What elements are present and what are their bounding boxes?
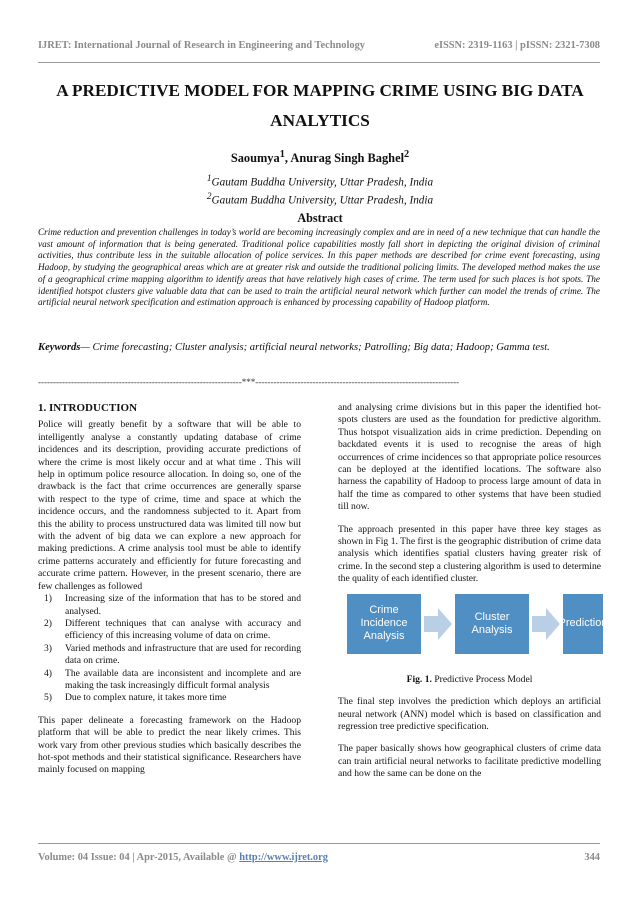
author-2: Anurag Singh Baghel xyxy=(290,151,405,166)
box-1-line-2: Incidence xyxy=(360,617,408,630)
list-item xyxy=(38,593,301,618)
list-text: Varied methods and infrastructure that are used for recording data on crime. xyxy=(65,642,301,667)
list-item xyxy=(38,668,301,693)
intro-paragraph-1: Police will greatly benefit by a software that will be able to intelligently analyse a constantly updating database of crime incidences and its description, providing accurate predictions of where the crime is most likely occur and at what time . This will help in optimum police resource allocation. In doing so, one of the drawback is the fact that crime occurrences are generally sparse with respect to the type of crime, time and space at which the incidence occurs, and the randomness subjected to it. Apart from this the ability to process unstructured data was limited till now but with the advent of big data we can explore a new approach for making predictions. A crime analysis tool must be able to identify crime patterns accurately and efficiently for future forecasting and accurate crime pattern. However, in the present scenario, there are few challenges as followed xyxy=(38,419,301,592)
box-1-line-1: Crime xyxy=(369,604,399,617)
footer-volume-text: Volume: 04 Issue: 04 | Apr-2015, Available @ xyxy=(38,852,240,863)
figure-caption-text: Predictive Process Model xyxy=(431,673,533,685)
affiliation-2 xyxy=(40,190,600,208)
journal-link[interactable]: http://www.ijret.org xyxy=(239,852,328,863)
footer-rule xyxy=(38,843,600,844)
list-number: 5) xyxy=(44,692,52,704)
author-1-sup: 1 xyxy=(279,149,285,160)
running-footer xyxy=(38,852,600,863)
abstract-heading: Abstract xyxy=(297,211,343,225)
spacer xyxy=(38,705,301,715)
list-item xyxy=(38,618,301,643)
journal-name: IJRET: International Journal of Research in Engineering and Technology xyxy=(38,40,365,51)
right-paragraph-2: The approach presented in this paper have three key stages as shown in Fig 1. The first is the geographic distribution of crime data analysis which identifies spatial clusters having greater risk of crime. In the second step a clustering algorithm is used to determine the quality of each identified cluster. xyxy=(338,523,601,585)
section-divider: --------------------------------------------------------------------***-------------------------------------------------------------------- xyxy=(38,377,460,387)
list-number: 3) xyxy=(44,642,52,654)
arrow-right-icon xyxy=(424,608,452,640)
affiliation-1-text: Gautam Buddha University, Uttar Pradesh, India xyxy=(211,176,434,189)
author-1: Saoumya xyxy=(230,151,280,166)
figure-1-diagram xyxy=(338,592,608,674)
affiliation-1-sup: 1 xyxy=(206,174,212,184)
issn: eISSN: 2319-1163 | pISSN: 2321-7308 xyxy=(434,40,600,51)
list-number: 4) xyxy=(44,667,52,679)
authors xyxy=(40,149,600,166)
list-number: 1) xyxy=(44,593,52,605)
left-column xyxy=(38,402,301,777)
keywords-label: Keywords xyxy=(38,342,81,353)
box-3-line-1: Prediction xyxy=(558,617,608,630)
cluster-analysis-box xyxy=(455,594,529,654)
list-number: 2) xyxy=(44,617,52,629)
keywords xyxy=(38,337,600,358)
spacer xyxy=(338,514,601,524)
affiliations xyxy=(40,172,600,207)
figure-caption-label: Fig. 1. xyxy=(406,673,432,685)
affiliation-2-sup: 2 xyxy=(206,191,212,202)
right-paragraph-3: The final step involves the prediction which deploys an artificial neural network (ANN) model which is based on classification and regression tree predictive specification. xyxy=(338,696,601,732)
paper-title: A PREDICTIVE MODEL FOR MAPPING CRIME USING BIG DATA ANALYTICS xyxy=(56,81,584,130)
affiliation-1 xyxy=(40,172,600,190)
list-text: Due to complex nature, it takes more time xyxy=(65,692,227,704)
spacer xyxy=(338,733,601,743)
list-text: The available data are inconsistent and incomplete and are making the task increasingly difficult formal analysis xyxy=(65,667,301,691)
list-item xyxy=(38,643,301,668)
intro-paragraph-2: This paper delineate a forecasting framework on the Hadoop platform that will be able to predict the near likely crimes. This work vary from other previous studies which basically describes the hot-spot methods and their statistical significance. Researchers have mainly focused on mapping xyxy=(38,714,301,776)
prediction-box xyxy=(558,594,608,654)
right-paragraph-4: The paper basically shows how geographical clusters of crime data can train artificial neural networks to facilitate predictive modelling and how the same can be done on the xyxy=(338,743,601,780)
right-column xyxy=(338,402,608,781)
section-heading-introduction: 1. INTRODUCTION xyxy=(38,402,138,414)
list-text: Different techniques that can analyse with accuracy and efficiency of this increasing volume of data on crime. xyxy=(65,617,301,642)
right-paragraph-1: and analysing crime divisions but in this paper the identified hot-spots clusters are used as the foundation for predictive algorithm. Thus hotspot visualization aids in crime prediction. Depending on backdated events it is used to recognise the areas of high occurrences of crime incidences so that appropriate police resources can be deployed at the identified locations. The software also harness the capability of Hadoop to process large amount of data in half the time as compared to other systems that have been studied till now. xyxy=(338,402,601,513)
header-rule xyxy=(38,62,600,63)
box-2-line-2: Analysis xyxy=(471,623,513,636)
crime-incidence-analysis-box xyxy=(347,594,421,654)
footer-volume xyxy=(38,852,328,863)
figure-caption xyxy=(338,674,601,686)
author-2-sup: 2 xyxy=(404,149,410,160)
affiliation-2-text: Gautam Buddha University, Uttar Pradesh, India xyxy=(211,194,434,207)
arrow-right-icon xyxy=(532,608,560,640)
list-text: Increasing size of the information that has to be stored and analysed. xyxy=(65,593,301,617)
list-item xyxy=(38,692,301,704)
abstract-text: Crime reduction and prevention challenges in today’s world are becoming increasingly complex and are in need of a new technique that can handle the vast amount of information that is being generated. Traditional police capabilities mostly fall short in depicting the original division of criminal activities, thus contribute less in the suitable allocation of police services. In this paper methods are described for crime event forecasting, using Hadoop, by studying the geographical areas which are at greater risk and outside the traditional policing limits. The developed method makes the use of a geographical crime mapping algorithm to identify areas that have relatively high cases of crime. The term used for such places is hot spots. The identified hotspot clusters give valuable data that can be used to train the artificial neural network which further can model the trends of crime. The artificial neural network specification and estimation approach is enhanced by processing capability of Hadoop platform. xyxy=(38,228,600,309)
author-separator: , xyxy=(284,151,291,166)
challenges-list xyxy=(38,593,301,705)
keywords-text: Crime forecasting; Cluster analysis; artificial neural networks; Patrolling; Big data; Hadoop; Gamma test. xyxy=(92,342,550,353)
page-number: 344 xyxy=(584,852,600,863)
box-1-line-3: Analysis xyxy=(363,630,405,643)
running-header xyxy=(38,40,600,51)
keywords-dash: — xyxy=(80,342,93,353)
box-2-line-1: Cluster xyxy=(474,610,510,623)
